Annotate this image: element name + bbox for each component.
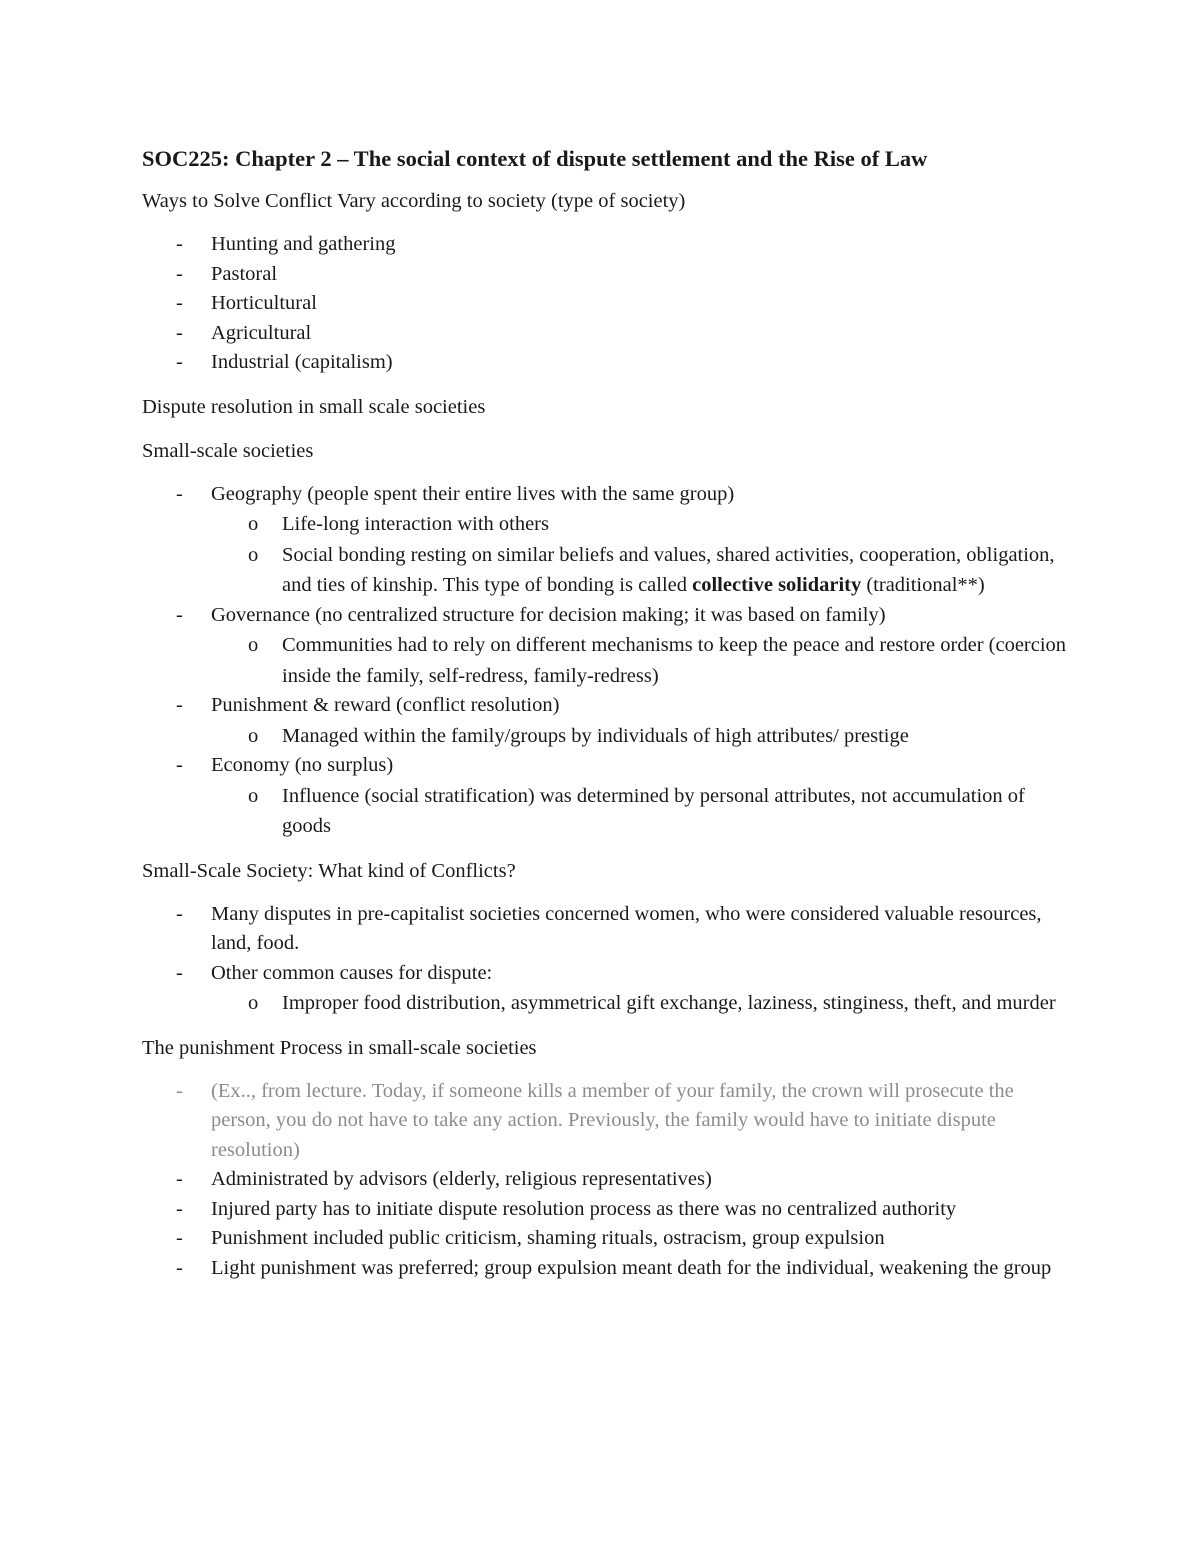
section-heading-small-scale: Small-scale societies: [142, 439, 314, 462]
section-heading-punishment-process: The punishment Process in small-scale societies: [142, 1036, 537, 1059]
list-item: - Administrated by advisors (elderly, religious representatives): [142, 1165, 1072, 1195]
governance-sublist: [211, 630, 1072, 691]
list-item-example-note: - (Ex.., from lecture. Today, if someone kills a member of your family, the crown will prosecute the person, you do not have to take any action. Previously, the family would have to initiate dispute resolution): [142, 1077, 1072, 1166]
list-item: - Injured party has to initiate dispute resolution process as there was no centralized authority: [142, 1195, 1072, 1225]
sub-list-item: o Communities had to rely on different mechanisms to keep the peace and restore order (coercion inside the family, self-redress, family-redress): [142, 630, 1072, 691]
dash-marker: -: [176, 603, 183, 626]
dash-marker: -: [176, 292, 183, 314]
section-heading-conflicts: Small-Scale Society: What kind of Conflicts?: [142, 859, 516, 882]
list-item: - Industrial (capitalism): [142, 348, 1072, 378]
dash-marker: -: [176, 961, 183, 984]
economy-sublist: [211, 781, 1072, 842]
circle-marker: o: [248, 784, 259, 807]
dash-marker: -: [176, 351, 183, 373]
society-types-list: [142, 230, 1072, 378]
circle-marker: o: [248, 543, 259, 566]
dash-marker: -: [176, 1227, 183, 1249]
list-item: - Hunting and gathering: [142, 230, 1072, 260]
section-heading-dispute-resolution: Dispute resolution in small scale societies: [142, 395, 486, 418]
list-item-punishment: - Punishment & reward (conflict resolution) o Managed within the family/groups by individuals of high attributes/ prestige: [142, 691, 1072, 751]
list-item: - Horticultural: [142, 289, 1072, 319]
geography-sublist: [211, 509, 1072, 601]
dash-marker: -: [176, 902, 183, 925]
sub-list-item: o Life-long interaction with others: [142, 509, 1072, 540]
conflicts-list: [142, 900, 1072, 1019]
dash-marker: -: [176, 754, 183, 776]
dash-marker: -: [176, 482, 183, 505]
list-item-geography: - Geography (people spent their entire lives with the same group) o Life-long interaction with others o Social bonding resting on similar beliefs and values, shared activities, cooperation, obligation, and ties of kinship. This type of bonding is called collective solidarity (traditional**): [142, 480, 1072, 601]
punishment-sublist: [211, 721, 1072, 752]
list-item: - Pastoral: [142, 260, 1072, 290]
circle-marker: o: [248, 992, 259, 1014]
dash-marker: -: [176, 1168, 183, 1190]
dash-marker: -: [176, 262, 183, 285]
list-item: - Light punishment was preferred; group expulsion meant death for the individual, weakening the group: [142, 1254, 1072, 1284]
collective-solidarity-term: collective solidarity: [692, 574, 862, 596]
document-title: SOC225: Chapter 2 – The social context of dispute settlement and the Rise of Law: [142, 146, 928, 171]
sub-list-item: o Managed within the family/groups by individuals of high attributes/ prestige: [142, 721, 1072, 752]
sub-list-item: o Influence (social stratification) was determined by personal attributes, not accumulation of goods: [142, 781, 1072, 842]
dash-marker: -: [176, 233, 183, 255]
causes-sublist: [211, 988, 1072, 1019]
sub-list-item: o Social bonding resting on similar beliefs and values, shared activities, cooperation, obligation, and ties of kinship. This type of bonding is called collective solidarity (traditional**): [142, 540, 1072, 601]
dash-marker: -: [176, 694, 183, 716]
punishment-process-list: [142, 1077, 1072, 1284]
dash-marker: -: [176, 1197, 183, 1220]
circle-marker: o: [248, 513, 259, 535]
list-item: - Agricultural: [142, 319, 1072, 349]
list-item: - Punishment included public criticism, shaming rituals, ostracism, group expulsion: [142, 1224, 1072, 1254]
circle-marker: o: [248, 634, 259, 656]
list-item-economy: - Economy (no surplus) o Influence (social stratification) was determined by personal attributes, not accumulation of goods: [142, 751, 1072, 842]
section-heading-ways: Ways to Solve Conflict Vary according to society (type of society): [142, 190, 686, 212]
list-item: - Many disputes in pre-capitalist societies concerned women, who were considered valuable resources, land, food.: [142, 900, 1072, 959]
circle-marker: o: [248, 724, 259, 747]
list-item-governance: - Governance (no centralized structure for decision making; it was based on family) o Communities had to rely on different mechanisms to keep the peace and restore order (coercion inside the family, self-redress, family-redress): [142, 601, 1072, 692]
small-scale-list: [142, 480, 1072, 842]
dash-marker: -: [176, 1256, 183, 1279]
sub-list-item: o Improper food distribution, asymmetrical gift exchange, laziness, stinginess, theft, and murder: [142, 988, 1072, 1019]
document-page: [142, 144, 1072, 1297]
dash-marker: -: [176, 1079, 183, 1102]
dash-marker: -: [176, 321, 183, 344]
list-item: - Other common causes for dispute: o Improper food distribution, asymmetrical gift exchange, laziness, stinginess, theft, and murder: [142, 959, 1072, 1019]
